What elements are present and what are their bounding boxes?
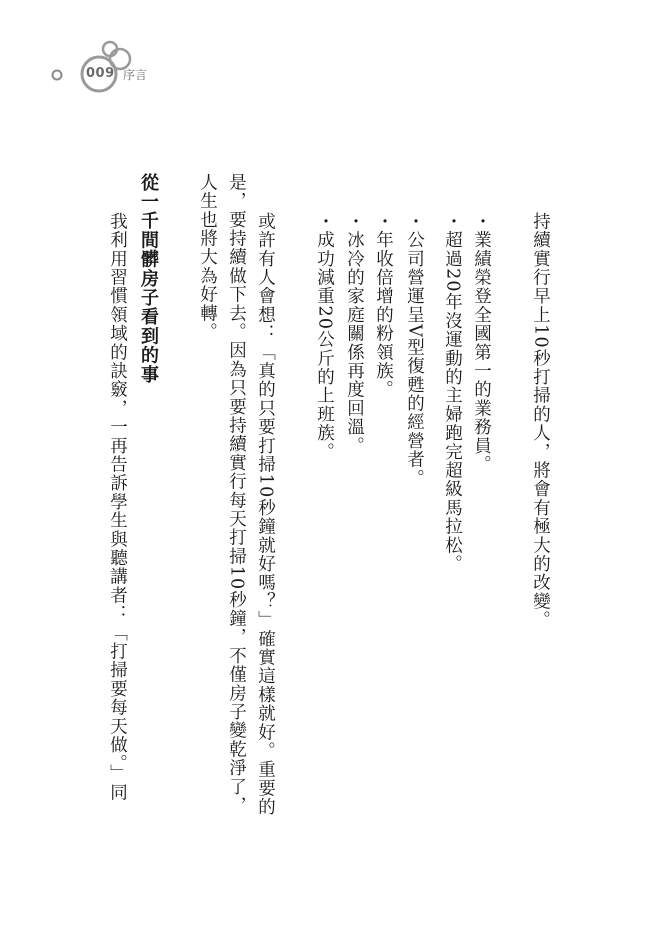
circles-ornament: [0, 0, 200, 110]
section-heading: 從一千間髒房子看到的事: [138, 173, 159, 385]
section-title: 序言: [123, 68, 148, 82]
text-column: 人生也將大為好轉。: [197, 173, 218, 342]
text-column: 持續實行早上10秒打掃的人，將會有極大的改變。: [530, 212, 551, 630]
text-column: 或許有人會想：「真的只要打掃10秒鐘就好嗎？」確實這樣就好。重要的: [255, 212, 276, 817]
page-number: 009: [86, 66, 115, 81]
text-column: 是，要持續做下去。因為只要持續實行每天打掃10秒鐘，不僅房子變乾淨了，: [226, 173, 247, 815]
bullet-item: ・冰冷的家庭關係再度回溫。: [344, 212, 365, 456]
bullet-item: ・公司營運呈V型復甦的經營者。: [404, 212, 425, 488]
bullet-item: ・成功減重20公斤的上班族。: [314, 212, 335, 462]
page-header: [0, 0, 200, 110]
bullet-item: ・業績榮登全國第一的業務員。: [471, 212, 492, 474]
bullet-item: ・年收倍增的粉領族。: [373, 212, 394, 399]
bullet-item: ・超過20年沒運動的主婦跑完超級馬拉松。: [442, 212, 463, 574]
text-column: 我利用習慣領域的訣竅，一再告訴學生與聽講者：「打掃要每天做。」同: [107, 212, 128, 802]
